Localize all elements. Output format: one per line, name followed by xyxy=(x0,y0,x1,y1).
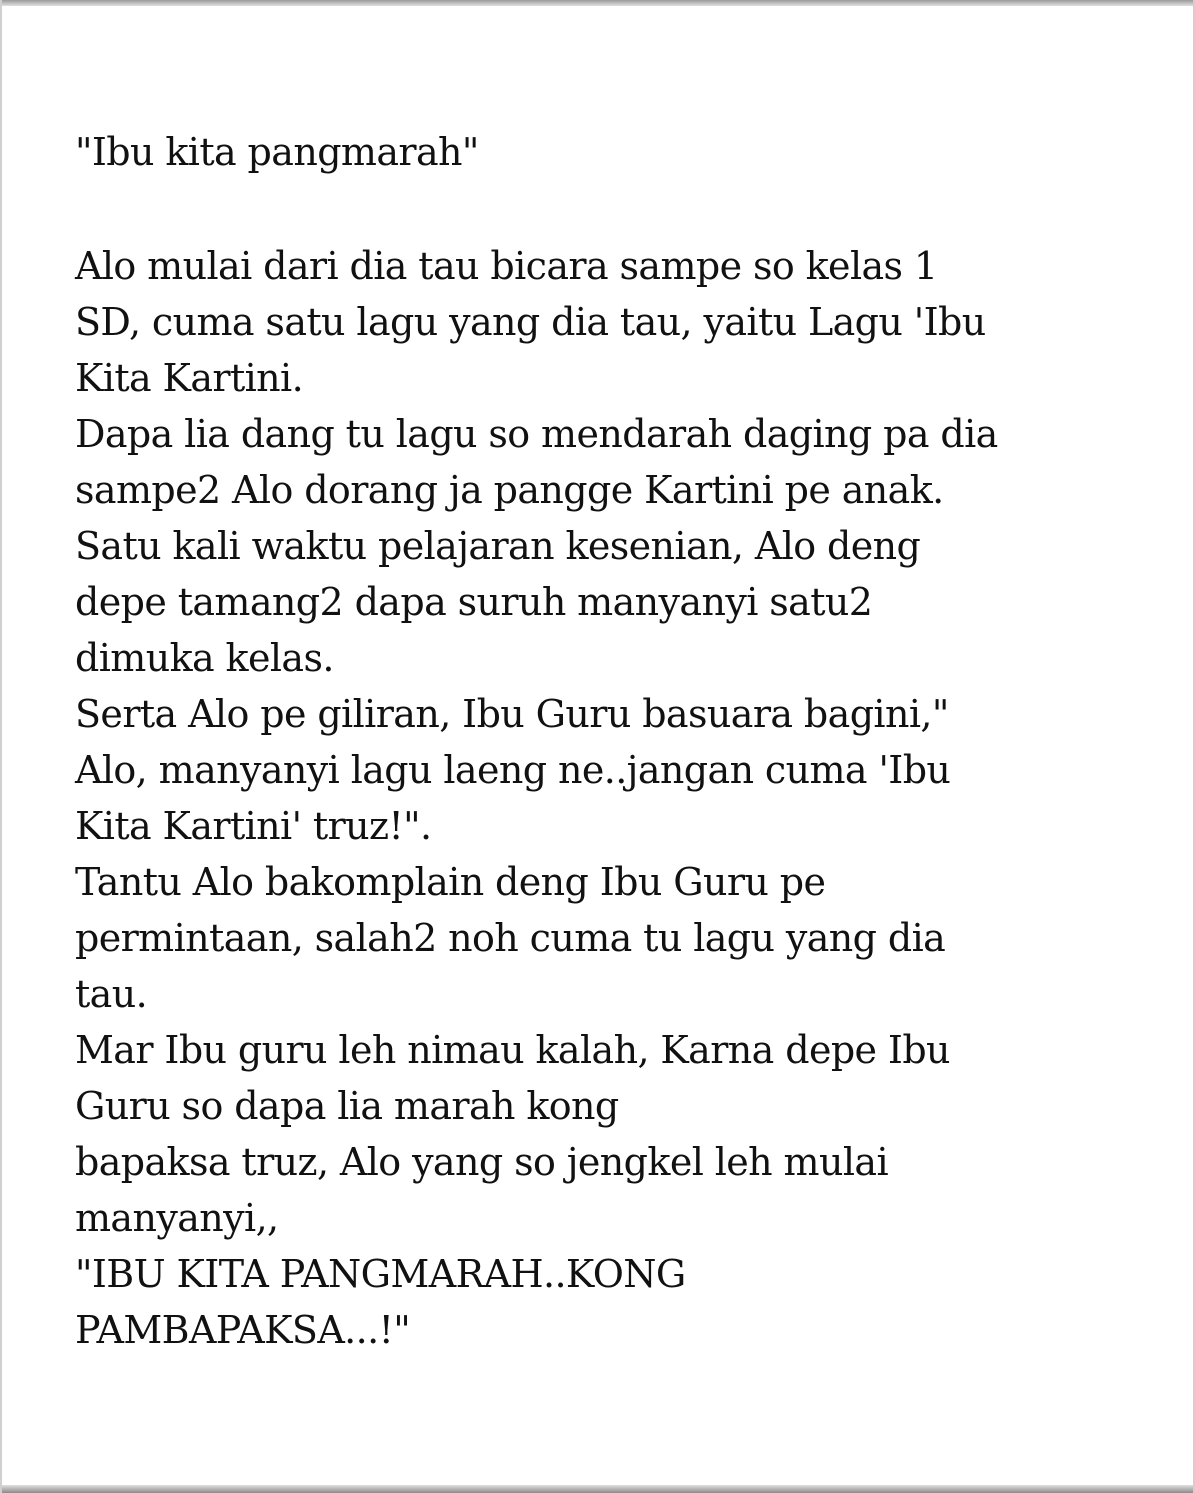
text-line: Tantu Alo bakomplain deng Ibu Guru pe xyxy=(75,860,826,904)
text-line: Guru so dapa lia marah kong xyxy=(75,1084,619,1128)
text-line: tau. xyxy=(75,972,148,1016)
text-line: Kita Kartini' truz!". xyxy=(75,804,432,848)
story-title: "Ibu kita pangmarah" xyxy=(75,130,479,174)
text-line: Mar Ibu guru leh nimau kalah, Karna depe Ibu xyxy=(75,1028,950,1072)
text-line: sampe2 Alo dorang ja pangge Kartini pe anak. xyxy=(75,468,944,512)
text-line: PAMBAPAKSA...!" xyxy=(75,1308,411,1352)
story-text xyxy=(75,124,1175,1358)
text-line: "IBU KITA PANGMARAH..KONG xyxy=(75,1252,686,1296)
text-line: Dapa lia dang tu lagu so mendarah daging pa dia xyxy=(75,412,998,456)
text-line: Kita Kartini. xyxy=(75,356,304,400)
text-line: bapaksa truz, Alo yang so jengkel leh mulai xyxy=(75,1140,889,1184)
text-line: permintaan, salah2 noh cuma tu lagu yang dia xyxy=(75,916,946,960)
text-line: Serta Alo pe giliran, Ibu Guru basuara bagini," xyxy=(75,692,949,736)
text-line: Satu kali waktu pelajaran kesenian, Alo deng xyxy=(75,524,921,568)
text-line: Alo, manyanyi lagu laeng ne..jangan cuma 'Ibu xyxy=(75,748,951,792)
top-border xyxy=(0,0,1195,6)
text-line: manyanyi,, xyxy=(75,1196,279,1240)
left-border xyxy=(0,0,2,1493)
text-line: SD, cuma satu lagu yang dia tau, yaitu Lagu 'Ibu xyxy=(75,300,986,344)
text-line: depe tamang2 dapa suruh manyanyi satu2 xyxy=(75,580,873,624)
text-line: dimuka kelas. xyxy=(75,636,334,680)
blank-line xyxy=(75,180,1175,238)
text-line: Alo mulai dari dia tau bicara sampe so kelas 1 xyxy=(75,244,938,288)
bottom-border xyxy=(0,1485,1195,1493)
